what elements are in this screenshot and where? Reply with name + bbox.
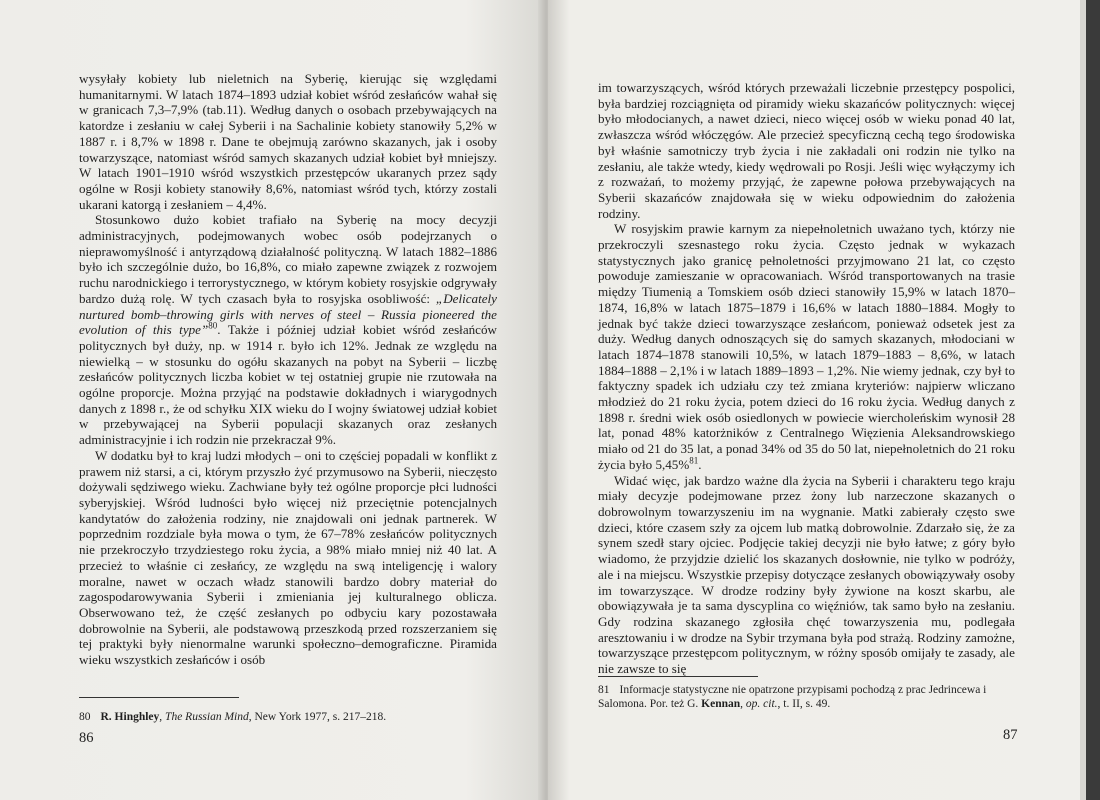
right-footnote-sep: , — [740, 697, 746, 710]
left-page-number: 86 — [79, 730, 94, 746]
right-footnote-rule — [598, 676, 758, 677]
left-footnote-number: 80 — [79, 711, 91, 723]
left-p2-text-a: Stosunkowo dużo kobiet trafiało na Syberię na mocy decyzji administracyjnych, podejmowanych wobec osób podejrzanych o nieprawomyślność i antyrządową działalność polityczną. W latach 1882–1886 było ich szczególnie dużo, bo 16,8%, co miało zapewne związek z rozwojem ruchu narodnickiego i terrorystycznego, w którym kobiety rosyjskie odgrywały bardzo dużą rolę. W tych czasach była to rosyjska osobliwość: — [79, 212, 497, 306]
right-footnote-text-a: Informacje statystyczne nie opatrzone przypisami pochodzą z prac Jedrincewa i Salomona. Por. też G. — [598, 684, 987, 710]
left-page — [0, 0, 548, 800]
right-page-number: 87 — [1003, 727, 1018, 743]
right-p3-text: Widać więc, jak bardzo ważne dla życia na Syberii i charakteru tego kraju miały decyzje podejmowane przez żony lub narzeczone skazanych o dobrowolnym towarzyszeniu im na wygnanie. Matki zabierały często swe dzieci, które czasem szły za ojcem lub matką dobrowolnie. Zdarzało się, że za synem szedł stary ojciec. Podjęcie takiej decyzji nie było łatwe; z góry było wiadomo, że przyjdzie dzielić los skazanych dosłownie, nie tylko w podróży, ale i na miejscu. Wszystkie przepisy dotyczące zesłanych obowiązywały osoby im towarzyszące. W drodze rodziny były żywione na koszt skarbu, ale obowiązywała je ta sama dyscyplina co więźniów, tak samo było na zesłaniu. Gdy rodzina skazanego zgłosiła chęć towarzyszenia mu, podlegała aresztowaniu i w drodze na Sybir trzymana była pod strażą. Rodziny zamożne, towarzyszące przestępcom politycznym, w różny sposób omijały te zasady, ale nie zawsze to się — [598, 472, 1015, 677]
left-p2-text-b: . Także i później udział kobiet wśród zesłańców politycznych był duży, np. w 1914 r. było ich 12%. Jednak ze względu na niewielką – w stosunku do ogółu skazanych na pobyt na Syberii – liczbę zesłańców politycznych liczba kobiet w tej ostatniej grupie nie rzutowała na ogólne proporcje. Można przyjąć na podstawie dokładnych i wiarygodnych danych z 1898 r., że od schyłku XIX wieku do I wojny światowej udział kobiet w przebywającej na Syberii populacji skazanych oraz zesłanych administracyjnie i ich rodzin nie przekraczał 9%. — [79, 322, 497, 448]
right-footnote-author: Kennan — [701, 697, 741, 710]
right-p2-text-a: W rosyjskim prawie karnym za niepełnoletnich uważano tych, którzy nie przekroczyli szesnastego roku życia. Często jednak w wykazach statystycznych jako granicę pełnoletności przyjmowano 21 lat, co często powoduje zamieszanie w opracowaniach. Wśród transportowanych na trasie między Tiumenią a Tomskiem osób dzieci stanowiły 15,9% w latach 1870–1874, 16,8% w latach 1875–1879 i 16,6% w latach 1880–1884. Mogły to jednak być także dzieci towarzyszące zesłańcom, ponieważ odsetek jest za duży. Według danych odnoszących się do samych skazanych, młodociani w latach 1874–1878 stanowili 10,5%, w latach 1879–1883 – 8,6%, w latach 1884–1888 – 2,1% i w latach 1889–1893 – 1,2%. Nie wiemy jednak, czy był to faktyczny spadek ich udziału czy też zmiana kryteriów: najpierw wliczano młodzież do 21 roku życia, potem dzieci do 16 roku życia. Według danych z 1898 r. średni wiek osób osiedlonych w powiecie wiercholeńskim wynosił 28 lat, ponad 48% katorżników z Centralnego Więzienia Aleksandrowskiego miało od 21 do 35 lat, a ponad 34% od 35 do 50 lat, niepełnoletnich do 21 roku życia było 5,45% — [598, 221, 1015, 472]
left-paragraph-2 — [79, 212, 497, 448]
left-footnote-rest: , New York 1977, s. 217–218. — [248, 711, 387, 723]
left-paragraph-3 — [79, 448, 497, 668]
scan-border — [1086, 0, 1100, 800]
left-p3-text: W dodatku był to kraj ludzi młodych – oni to częściej popadali w konflikt z prawem niż starsi, a ci, którym przyszło żyć przymusowo na Syberii, nieczęsto dożywali sędziwego wieku. Zachwiane były też ogólne proporcje płci ludności syberyjskiej. Wśród ludności było więcej niż przeciętnie potencjalnych kandytatów do założenia rodziny, nie znajdowali oni jednak partnerek. W poprzednim rozdziale była mowa o tym, że 67–78% zesłańców politycznych nie przekroczyło trzydziestego roku życia, a 98% miało mniej niż 40 lat. A przecież to właśnie ci zesłańcy, ze względu na swą inteligencję i walory moralne, nawet w oczach władz stanowili bardzo dobry materiał do zagospodarowywania Syberii i zmieniania jej kulturalnego oblicza. Obserwowano też, że część zesłanych po odbyciu kary pozostawała dobrowolnie na Syberii, ale podstawową przeszkodą przed rozszerzaniem się tej praktyki były nienormalne warunki społeczno–demograficzne. Piramida wieku wszystkich zesłańców i osób — [79, 447, 497, 668]
right-page-body — [598, 80, 1015, 677]
right-footnote-rest: , t. II, s. 49. — [777, 697, 831, 710]
left-footnote-title: The Russian Mind — [165, 711, 249, 723]
left-footnote: 80 R. Hinghley, The Russian Mind, New York 1977, s. 217–218. — [79, 711, 387, 723]
right-p1-text: im towarzyszących, wśród których przeważali liczebnie przestępcy pospolici, była bardziej rozciągnięta od piramidy wieku skazańców politycznych: więcej było młodocianych, a nawet dzieci, nieco więcej osób w wieku ponad 40 lat, zwłaszcza wśród włóczęgów. Ale przecież specyficzną cechą tego środowiska był właśnie samotniczy tryb życia i nie zakładali oni rodzin nie tylko na zesłaniu, ale także wtedy, kiedy wędrowali po Rosji. Jeśli więc wyłączymy ich z rozważań, to możemy przyjąć, że zapewne połowa przebywających na Syberii skazańców znajdowała się w wieku odpowiednim do założenia rodziny. — [598, 80, 1015, 221]
right-footnote — [598, 684, 1015, 711]
footnote-ref-80: 80 — [208, 320, 218, 331]
left-p1-text: wysyłały kobiety lub nieletnich na Syberię, kierując się względami humanitarnymi. W latach 1874–1893 udział kobiet wśród zesłańców wahał się w granicach 7,3–7,9% (tab.11). Według danych o osobach przebywających na katordze i zesłaniu w całej Syberii i na Sachalinie kobiety stanowiły 5,2% w 1887 r. i 8,7% w 1898 r. Dane te obejmują zarówno skazanych, jak i osoby towarzyszące, natomiast wśród samych skazanych udział kobiet był mniejszy. W latach 1901–1910 wśród wszystkich przestępców ukaranych przez sądy ogólne w Rosji kobiety stanowiły 8,6%, natomiast wśród tych, którzy zostali ukarani katorgą i zesłaniem – 4,4%. — [79, 71, 497, 212]
left-paragraph-1 — [79, 71, 497, 212]
footnote-ref-81: 81 — [689, 455, 699, 466]
right-p2-text-b: . — [698, 456, 702, 472]
right-paragraph-3 — [598, 473, 1015, 677]
left-footnote-rule — [79, 697, 239, 698]
left-page-body — [79, 71, 497, 668]
right-paragraph-2 — [598, 221, 1015, 472]
left-footnote-author: R. Hinghley — [100, 711, 160, 723]
right-footnote-title: op. cit. — [745, 697, 778, 710]
right-footnote-number: 81 — [598, 684, 610, 696]
right-paragraph-1 — [598, 80, 1015, 221]
left-p2-quote: „Delicately nurtured bomb–throwing girls with nerves of steel – Russia pioneered the evolution of this type” — [79, 290, 497, 338]
